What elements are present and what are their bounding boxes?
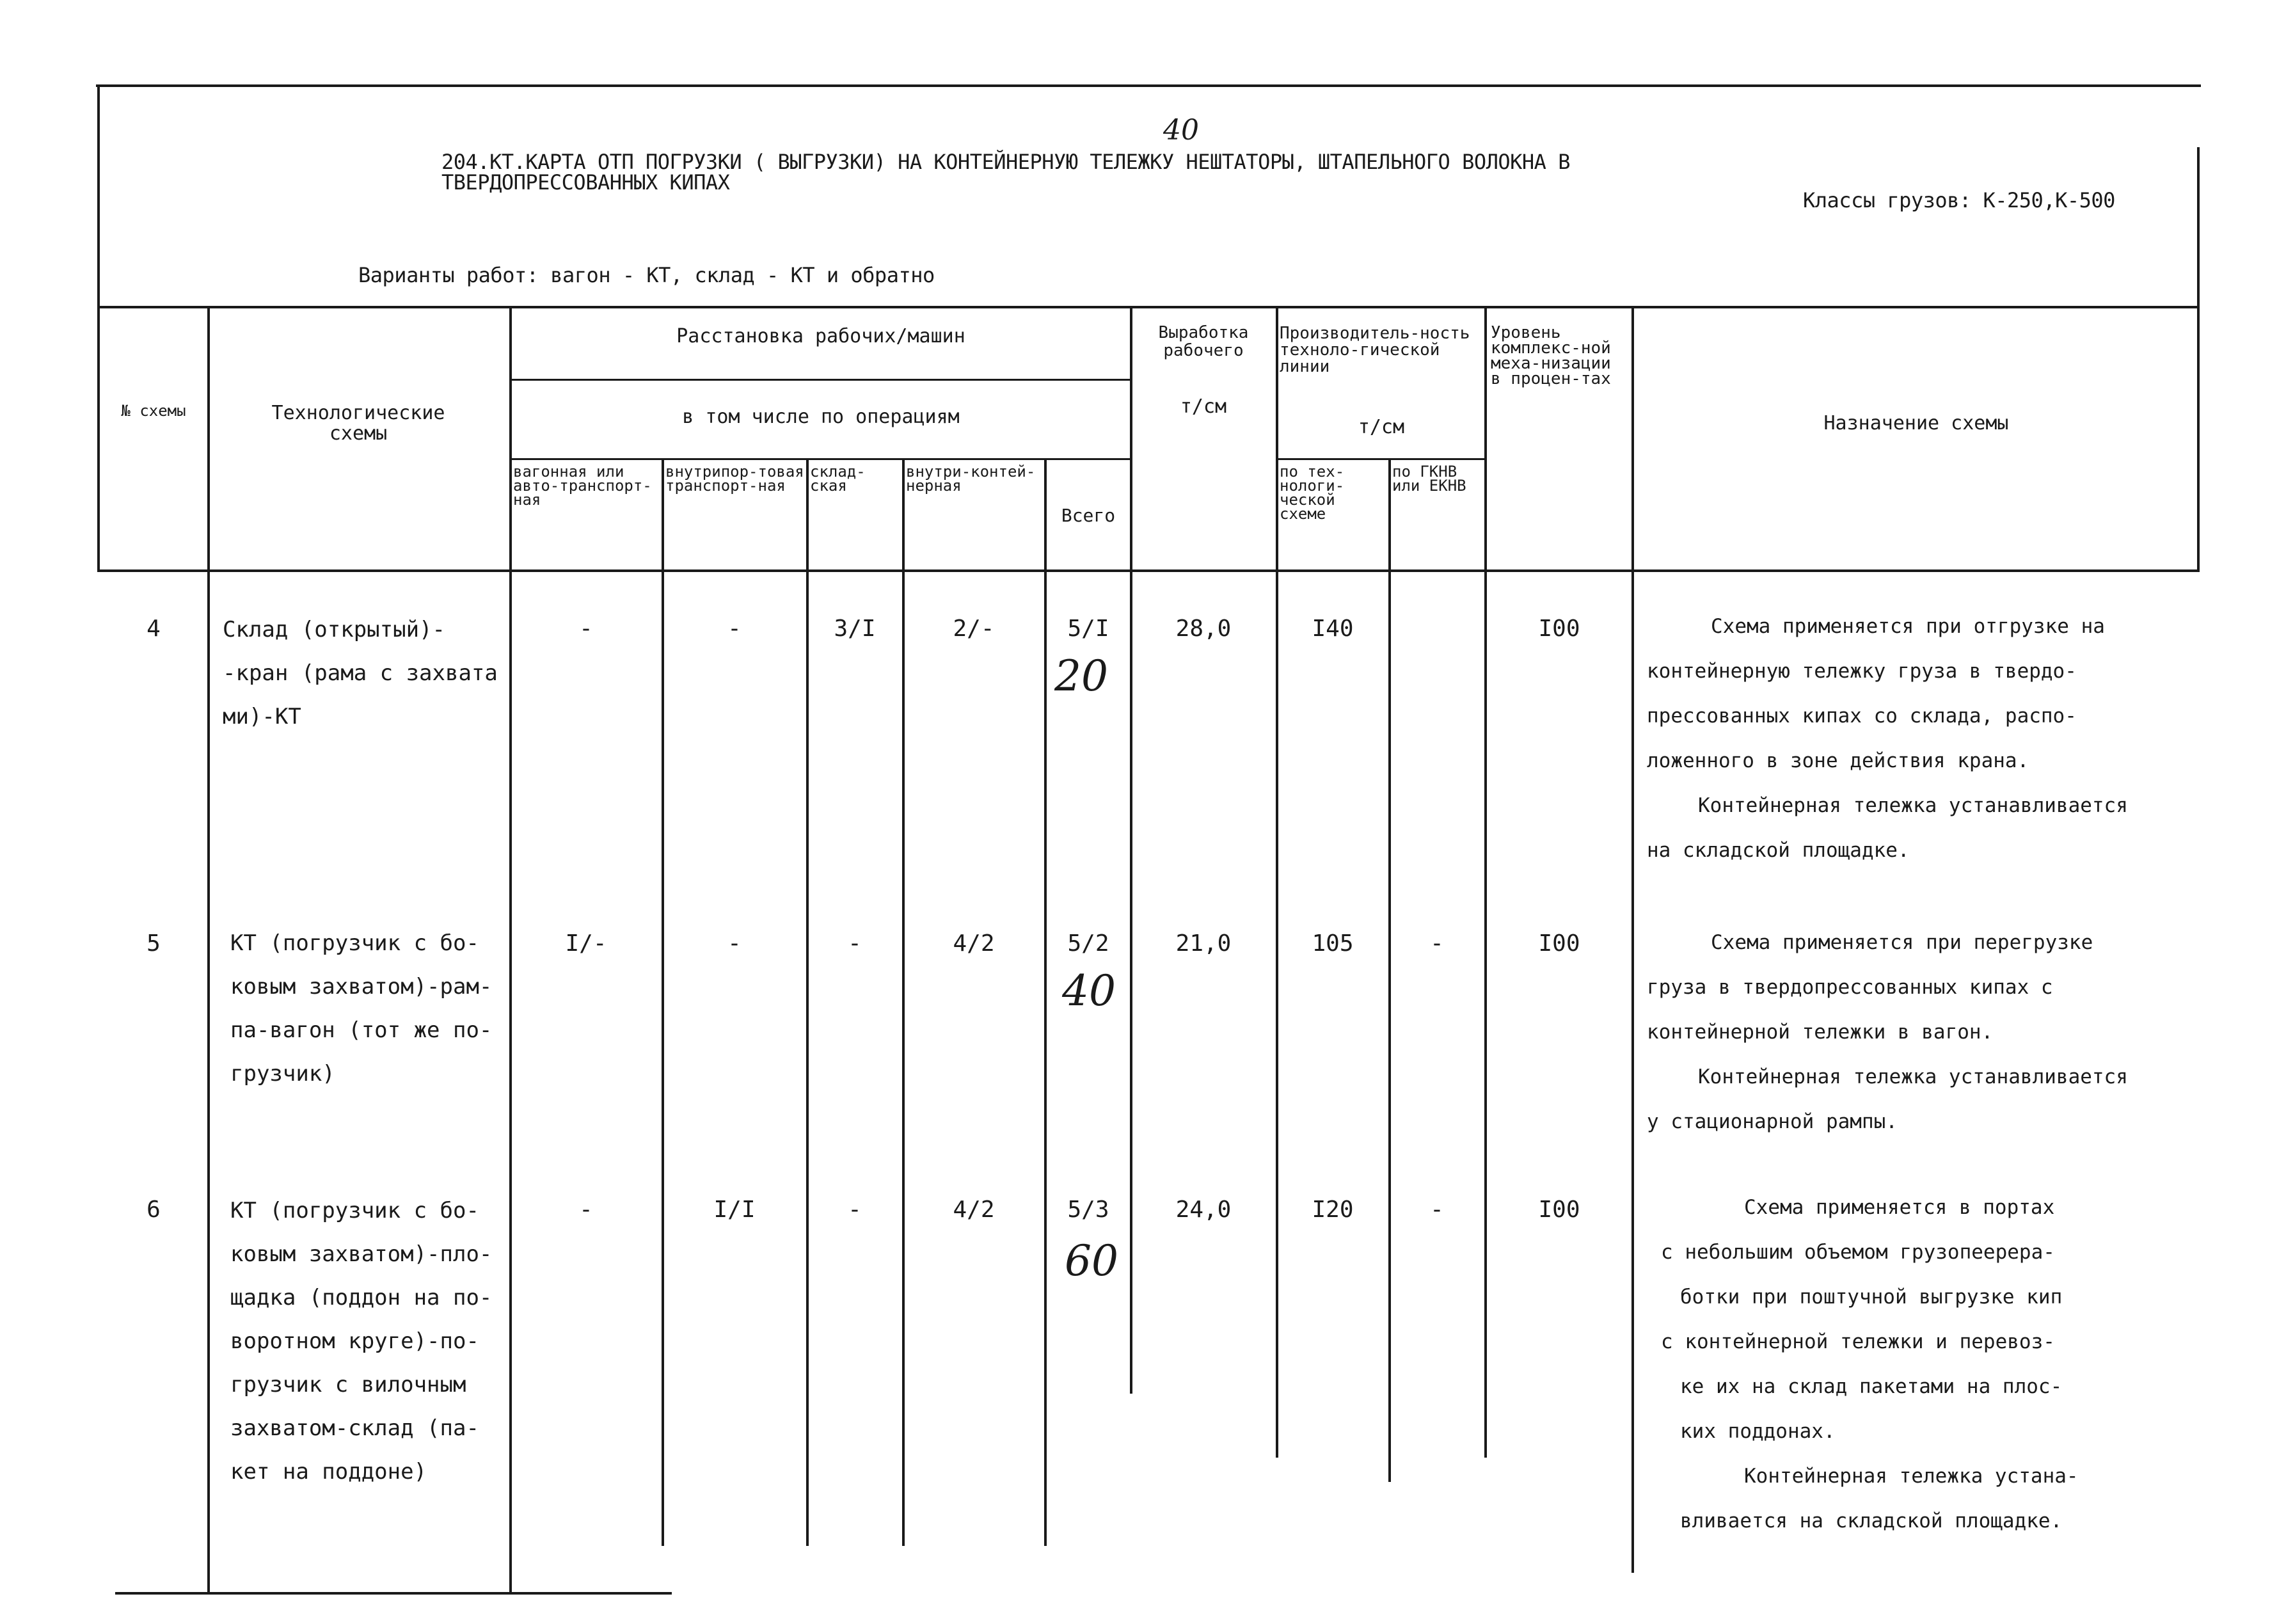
header-schemes: Технологические схемы	[271, 402, 445, 445]
row4-wagon: -	[579, 616, 593, 642]
row5-warehouse: -	[848, 930, 862, 957]
row5-scheme-line4: грузчик)	[230, 1061, 335, 1087]
row4-purpose-line3: прессованных кипах со склада, распо-	[1647, 705, 2077, 728]
frame-top-line	[96, 84, 2201, 87]
header-placement: Расстановка рабочих/машин	[676, 325, 965, 347]
header-by-operations: в том числе по операциям	[682, 406, 960, 428]
row6-num: 6	[147, 1197, 161, 1223]
bottom-edge-line	[115, 1592, 672, 1595]
row4-purpose-line1: Схема применяется при отгрузке на	[1711, 615, 2105, 638]
row4-purpose	[1647, 604, 2128, 873]
row6-purpose-line5: ке их на склад пакетами на плос-	[1680, 1375, 2063, 1398]
col-line-11	[1631, 306, 1634, 1573]
row6-total: 5/3	[1067, 1197, 1109, 1223]
col-line-8	[1276, 306, 1278, 1458]
col-line-7	[1130, 306, 1132, 1394]
header-number: № схемы	[121, 402, 186, 420]
row4-intracontainer: 2/-	[953, 616, 995, 642]
col-line-9	[1388, 458, 1391, 1482]
row6-wagon: -	[579, 1197, 593, 1223]
row6-prod-scheme: I20	[1312, 1197, 1354, 1223]
cargo-classes: Классы грузов: К-250,К-500	[1803, 188, 2115, 212]
header-output: Выработка рабочего	[1158, 323, 1249, 360]
row5-prod-norm: -	[1430, 930, 1444, 957]
header-bottom-line	[97, 569, 2200, 572]
row5-total: 5/2	[1067, 930, 1109, 957]
row6-intraport: I/I	[713, 1197, 756, 1223]
row4-output: 28,0	[1175, 616, 1232, 642]
header-top-line	[97, 306, 2200, 308]
row5-intraport: -	[727, 930, 742, 957]
row5-scheme	[230, 921, 511, 1095]
row5-intracontainer: 4/2	[953, 930, 995, 957]
row5-prod-scheme: 105	[1312, 930, 1354, 957]
row4-scheme-line3: ми)-КТ	[223, 704, 301, 729]
row5-purpose	[1647, 920, 2128, 1144]
header-prod-by-norm: по ГКНВ или ЕКНВ	[1392, 463, 1466, 495]
row5-output: 21,0	[1175, 930, 1232, 957]
row6-purpose-line2: с небольшим объемом грузопеерера-	[1661, 1241, 2055, 1264]
header-mechanization: Уровень комплекс-ной меха-низации в процен-тах	[1491, 323, 1611, 388]
row6-scheme	[230, 1189, 511, 1493]
header-op-intracontainer: внутри-контей-нерная	[906, 463, 1036, 495]
row6-scheme-line5: грузчик с вилочным	[230, 1372, 466, 1397]
header-productivity-unit: т/см	[1358, 416, 1405, 438]
row6-scheme-line7: кет на поддоне)	[230, 1459, 427, 1485]
row6-purpose-line7: Контейнерная тележка устана-	[1744, 1465, 2079, 1488]
header-prod-by-scheme: по тех-нологи-ческой схеме	[1280, 463, 1345, 523]
placement-divider-1	[509, 379, 1131, 381]
row6-purpose-line4: с контейнерной тележки и перевоз-	[1661, 1330, 2055, 1353]
row5-purpose-line5: у стационарной рампы.	[1647, 1110, 1898, 1133]
row5-scheme-line3: па-вагон (тот же по-	[230, 1017, 493, 1043]
work-variants: Варианты работ: вагон - КТ, склад - КТ и обратно	[358, 263, 935, 287]
row4-total: 5/I	[1067, 616, 1109, 642]
frame-left-line	[97, 84, 100, 571]
row4-warehouse: 3/I	[834, 616, 876, 642]
row6-purpose	[1661, 1185, 2079, 1543]
row4-total-handwritten: 20	[1054, 651, 1108, 701]
row6-total-handwritten: 60	[1065, 1236, 1118, 1286]
row6-prod-norm: -	[1430, 1197, 1444, 1223]
row4-scheme	[223, 608, 511, 738]
row5-purpose-line4: Контейнерная тележка устанавливается	[1698, 1065, 2128, 1088]
row4-intraport: -	[727, 616, 742, 642]
row6-purpose-line3: ботки при поштучной выгрузке кип	[1680, 1286, 2063, 1309]
row5-purpose-line2: груза в твердопрессованных кипах с	[1647, 976, 2053, 999]
frame-right-line-top	[2197, 147, 2200, 307]
row6-scheme-line2: ковым захватом)-пло-	[230, 1241, 493, 1267]
header-op-intraport: внутрипор-товая транспорт-ная	[665, 463, 804, 495]
header-purpose: Назначение схемы	[1823, 412, 2009, 434]
row6-output: 24,0	[1175, 1197, 1232, 1223]
row6-purpose-line6: ких поддонах.	[1680, 1420, 1836, 1443]
row4-purpose-line6: на складской площадке.	[1647, 839, 1910, 862]
page-title-line2: ТВЕРДОПРЕССОВАННЫХ КИПАХ	[441, 170, 730, 195]
row6-scheme-line3: щадка (поддон на по-	[230, 1285, 493, 1310]
row4-purpose-line4: ложенного в зоне действия крана.	[1647, 749, 2029, 772]
row4-scheme-line2: -кран (рама с захвата	[223, 660, 498, 686]
header-op-wagon: вагонная или авто-транспорт-ная	[513, 463, 652, 509]
header-output-unit: т/см	[1180, 395, 1227, 418]
header-op-warehouse: склад-ская	[810, 463, 866, 495]
row5-wagon: I/-	[565, 930, 607, 957]
page-title: 204.КТ.КАРТА ОТП ПОГРУЗКИ ( ВЫГРУЗКИ) НА КОНТЕЙНЕРНУЮ ТЕЛЕЖКУ НЕШТАТОРЫ, ШТАПЕЛЬНОГО ВОЛОКНА В	[441, 150, 1570, 174]
header-op-total: Всего	[1061, 505, 1116, 526]
row5-purpose-line3: контейнерной тележки в вагон.	[1647, 1021, 1994, 1044]
row6-purpose-line8: вливается на складской площадке.	[1680, 1509, 2063, 1532]
row5-scheme-line1: КТ (погрузчик с бо-	[230, 930, 479, 956]
row5-purpose-line1: Схема применяется при перегрузке	[1711, 931, 2093, 954]
row6-intracontainer: 4/2	[953, 1197, 995, 1223]
row6-purpose-line1: Схема применяется в портах	[1744, 1196, 2055, 1219]
col-line-10	[1484, 306, 1487, 1458]
row4-prod-scheme: I40	[1312, 616, 1354, 642]
col-line-12	[2197, 306, 2200, 571]
header-productivity: Производитель-ность техноло-гической линии	[1280, 324, 1470, 376]
page-number: 40	[1163, 114, 1199, 147]
row4-mechanization: I00	[1538, 616, 1580, 642]
row6-warehouse: -	[848, 1197, 862, 1223]
row4-num: 4	[147, 616, 161, 642]
row6-scheme-line4: воротном круге)-по-	[230, 1328, 479, 1354]
productivity-divider	[1277, 458, 1486, 460]
row4-scheme-line1: Склад (открытый)-	[223, 617, 445, 642]
row5-scheme-line2: ковым захватом)-рам-	[230, 974, 493, 999]
col-line-1	[207, 306, 210, 1592]
row5-mechanization: I00	[1538, 930, 1580, 957]
row6-mechanization: I00	[1538, 1197, 1580, 1223]
row4-purpose-line5: Контейнерная тележка устанавливается	[1698, 794, 2128, 817]
row6-scheme-line6: захватом-склад (па-	[230, 1415, 479, 1441]
row5-num: 5	[147, 930, 161, 957]
row6-scheme-line1: КТ (погрузчик с бо-	[230, 1198, 479, 1223]
placement-divider-2	[509, 458, 1131, 460]
row5-total-handwritten: 40	[1062, 966, 1116, 1015]
row4-purpose-line2: контейнерную тележку груза в твердо-	[1647, 660, 2077, 683]
